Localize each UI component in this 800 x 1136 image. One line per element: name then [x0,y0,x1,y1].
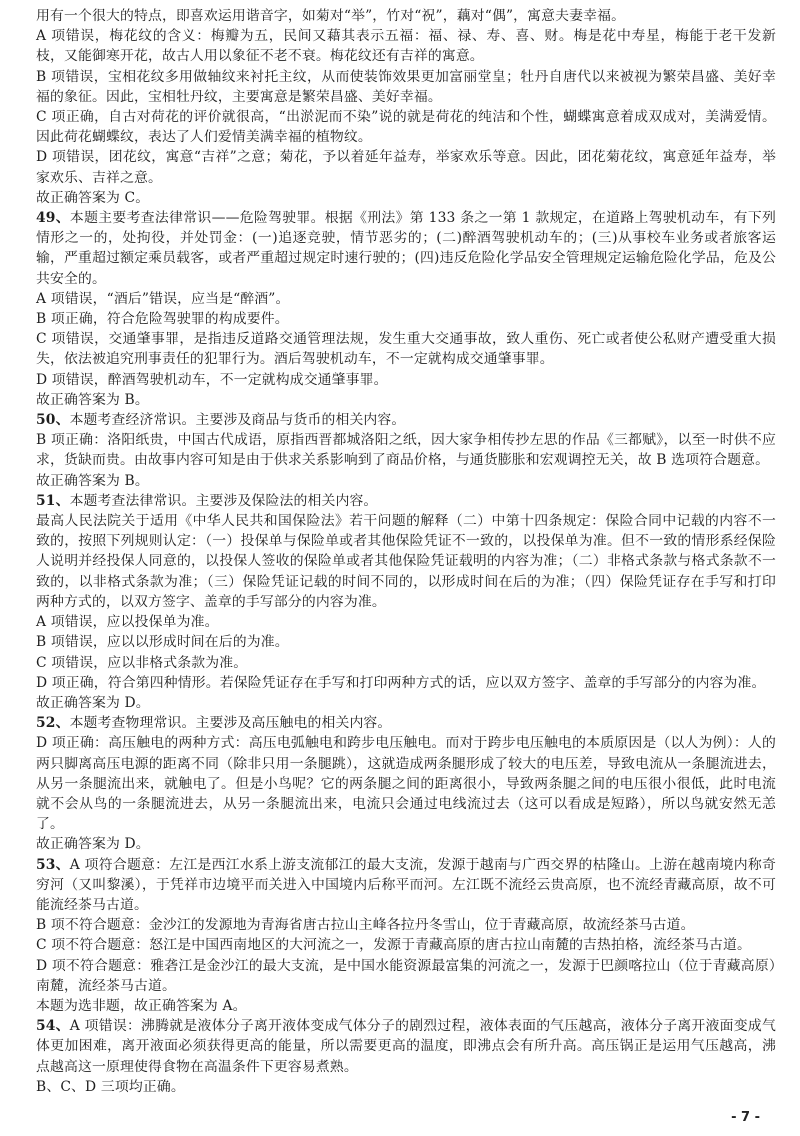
text-paragraph [36,6,776,26]
paragraph-text: B 项错误，宝相花纹多用做轴纹来衬托主纹，从而使装饰效果更加富丽堂皇；牡丹自唐代以来被视为繁荣昌盛、美好幸福的象征。因此，宝相牡丹纹，主要寓意是繁荣昌盛、美好幸福。 [36,68,776,105]
paragraph-text: B 项正确：洛阳纸贵，中国古代成语，原指西晋都城洛阳之纸，因大家争相传抄左思的作品《三都赋》，以至一时供不应求，货缺而贵。由故事内容可知是由于供求关系影响到了商品价格，与通货膨胀和宏观调控无关，故 B 选项符合题意。 [36,432,776,469]
document-body [36,6,776,1097]
question-number: 54、 [36,1018,70,1035]
text-paragraph [36,996,776,1016]
text-paragraph [36,107,776,147]
text-paragraph [36,329,776,369]
paragraph-text: 本题考查法律常识。主要涉及保险法的相关内容。 [69,492,378,509]
paragraph-text: D 项正确：高压触电的两种方式：高压电弧触电和跨步电压触电。而对于跨步电压触电的本质原因是（以人为例）：人的两只脚离高压电源的距离不同（除非只用一条腿跳），这就造成两条腿形成了较大的电压差，导致电流从一条腿流进去，从另一条腿流出来，就触电了。但是小鸟呢？它的两条腿之间的距离很小，导致两条腿之间的电压很小很低，此时电流就不会从鸟的一条腿流进去，从另一条腿流出来，电流只会通过电线流过去（这可以看成是短路），所以鸟就安然无恙了。 [36,735,776,833]
text-paragraph [36,612,776,632]
text-paragraph [36,733,776,834]
text-paragraph [36,26,776,66]
paragraph-text: A 项错误，梅花纹的含义：梅瓣为五，民间又藉其表示五福：福、禄、寿、喜、财。梅是花中寿星，梅能于老干发新枝，又能御寒开花，故古人用以象征不老不衰。梅花纹还有吉祥的寓意。 [36,28,776,65]
paragraph-text: D 项不符合题意：雅砻江是金沙江的最大支流，是中国水能资源最富集的河流之一，发源于巴颜喀拉山（位于青藏高原）南麓，流经茶马古道。 [36,957,776,994]
paragraph-text: 本题为选非题，故正确答案为 A。 [36,997,247,1014]
text-paragraph [36,673,776,693]
question-paragraph [36,713,776,733]
paragraph-text: 本题主要考查法律常识——危险驾驶罪。根据《刑法》第 133 条之一第 1 款规定，在道路上驾驶机动车，有下列情形之一的，处拘役，并处罚金：(一)追逐竞驶，情节恶劣的；(二)醉酒驾驶机动车的；(三)从事校车业务或者旅客运输，严重超过额定乘员载客，或者严重超过规定时速行驶的；(四)违反危险化学品安全管理规定运输危险化学品，危及公共安全的。 [36,210,776,287]
question-number: 50、 [36,412,70,429]
text-paragraph [36,653,776,673]
paragraph-text: 故正确答案为 D。 [36,836,150,853]
paragraph-text: 故正确答案为 C。 [36,189,150,206]
paragraph-text: C 项正确，自古对荷花的评价就很高，“出淤泥而不染”说的就是荷花的纯洁和个性，蝴蝶寓意着成双成对，美满爱情。因此荷花蝴蝶纹，表达了人们爱情美满幸福的植物纹。 [36,109,776,146]
text-paragraph [36,471,776,491]
paragraph-text: 用有一个很大的特点，即喜欢运用谐音字，如菊对“举”，竹对“祝”，藕对“偶”，寓意夫妻幸福。 [36,8,626,24]
paragraph-text: B 项不符合题意：金沙江的发源地为青海省唐古拉山主峰各拉丹冬雪山，位于青藏高原，故流经茶马古道。 [36,917,695,934]
text-paragraph [36,1077,776,1097]
question-paragraph [36,491,776,511]
text-paragraph [36,289,776,309]
paragraph-text: C 项错误，应以非格式条款为准。 [36,654,248,671]
text-paragraph [36,309,776,329]
text-paragraph [36,956,776,996]
paragraph-text: 故正确答案为 B。 [36,391,149,408]
text-paragraph [36,370,776,390]
paragraph-text: 本题考查物理常识。主要涉及高压触电的相关内容。 [69,715,392,732]
paragraph-text: A 项符合题意：左江是西江水系上游支流郁江的最大支流，发源于越南与广西交界的枯隆山。上游在越南境内称奇穷河（又叫黎溪），于凭祥市边境平而关进入中国境内后称平而河。左江既不流经云贵高原，也不流经青藏高原，故不可能流经茶马古道。 [36,856,776,913]
paragraph-text: A 项错误，应以投保单为准。 [36,614,219,631]
paragraph-text: B 项正确，符合危险驾驶罪的构成要件。 [36,311,289,328]
paragraph-text: C 项不符合题意：怒江是中国西南地区的大河流之一，发源于青藏高原的唐古拉山南麓的吉热拍格，流经茶马古道。 [36,937,751,954]
paragraph-text: D 项正确，符合第四种情形。若保险凭证存在手写和打印两种方式的话，应以双方签字、盖章的手写部分的内容为准。 [36,674,766,691]
question-number: 53、 [36,856,70,873]
paragraph-text: B 项错误，应以以形成时间在后的为准。 [36,634,289,651]
text-paragraph [36,915,776,935]
paragraph-text: A 项错误，“酒后”错误，应当是“醉酒”。 [36,290,290,307]
paragraph-text: A 项错误：沸腾就是液体分子离开液体变成气体分子的剧烈过程，液体表面的气压越高，液体分子离开液面变成气体更加困难，离开液面必须获得更高的能量，所以需要更高的温度，即沸点会有所升高。高压锅正是运用气压越高，沸点越高这一原理使得食物在高温条件下更容易煮熟。 [36,1018,776,1075]
question-paragraph [36,1016,776,1077]
text-paragraph [36,693,776,713]
question-number: 52、 [36,715,70,732]
text-paragraph [36,834,776,854]
paragraph-text: C 项错误，交通肇事罪，是指违反道路交通管理法规，发生重大交通事故，致人重伤、死亡或者使公私财产遭受重大损失，依法被追究刑事责任的犯罪行为。酒后驾驶机动车，不一定就构成交通肇事罪。 [36,331,776,368]
paragraph-text: 故正确答案为 B。 [36,472,149,489]
text-paragraph [36,430,776,470]
question-paragraph [36,208,776,289]
page-number: - 7 - [731,1110,760,1125]
question-paragraph [36,855,776,916]
text-paragraph [36,511,776,612]
paragraph-text: 故正确答案为 D。 [36,694,150,711]
paragraph-text: 最高人民法院关于适用《中华人民共和国保险法》若干问题的解释（二）中第十四条规定：保险合同中记载的内容不一致的，按照下列规则认定：（一）投保单与保险单或者其他保险凭证不一致的，以投保单为准。但不一致的情形系经保险人说明并经投保人同意的，以投保人签收的保险单或者其他保险凭证载明的内容为准；（二）非格式条款与格式条款不一致的，以非格式条款为准；（三）保险凭证记载的时间不同的，以形成时间在后的为准；（四）保险凭证存在手写和打印两种方式的，以双方签字、盖章的手写部分的内容为准。 [36,513,776,610]
text-paragraph [36,935,776,955]
paragraph-text: B、C、D 三项均正确。 [36,1078,185,1095]
paragraph-text: 本题考查经济常识。主要涉及商品与货币的相关内容。 [69,412,406,429]
paragraph-text: D 项错误，团花纹，寓意“吉祥”之意；菊花，予以着延年益寿，举家欢乐等意。因此，团花菊花纹，寓意延年益寿，举家欢乐、吉祥之意。 [36,149,776,186]
question-paragraph [36,410,776,430]
text-paragraph [36,390,776,410]
question-number: 49、 [36,210,70,227]
question-number: 51、 [36,492,70,509]
text-paragraph [36,67,776,107]
paragraph-text: D 项错误，醉酒驾驶机动车，不一定就构成交通肇事罪。 [36,371,388,388]
text-paragraph [36,632,776,652]
text-paragraph [36,147,776,187]
text-paragraph [36,188,776,208]
